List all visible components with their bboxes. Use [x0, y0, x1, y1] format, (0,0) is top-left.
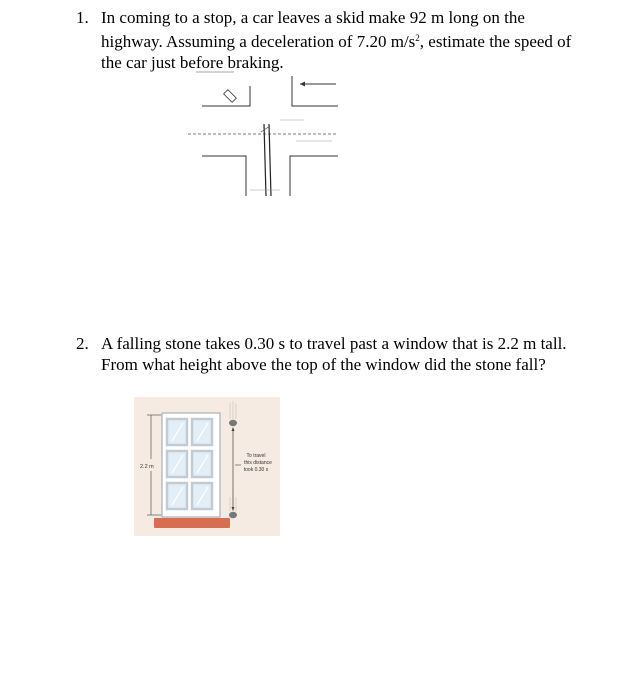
window-figure: [134, 397, 280, 536]
window-sill: [154, 518, 230, 528]
problem-1-superscript: 2: [415, 33, 420, 43]
problem-1-text-b: , estimate the speed of the car just before braking.: [101, 32, 572, 72]
road-edge-lower-left: [202, 156, 246, 196]
window-height-label: 2.2 m: [140, 464, 154, 470]
stone-top-icon: [229, 420, 237, 426]
problem-2-number: 2.: [76, 334, 89, 353]
problem-1-number: 1.: [76, 8, 89, 27]
caption-line-3: took 0.30 s: [243, 467, 269, 473]
caption-line-2: this distance: [244, 460, 272, 466]
skid-mark-right: [269, 124, 271, 196]
problem-2-text: A falling stone takes 0.30 s to travel past a window that is 2.2 m tall. From what height above the top of the window did the stone fall?: [101, 334, 567, 374]
skid-mark-left: [264, 124, 266, 196]
car-icon: [224, 90, 237, 103]
window-figure-svg: [134, 397, 280, 536]
road-edge-lower-right: [290, 156, 338, 196]
stone-bottom-icon: [229, 512, 237, 518]
problem-1-text-a: In coming to a stop, a car leaves a skid make 92 m long on the highway. Assuming a deceleration of 7.20 m/s: [101, 8, 525, 51]
problem-2: [76, 333, 576, 375]
skid-mark-diagram: [188, 62, 348, 202]
road-edge-upper-right: [292, 76, 338, 106]
caption-line-1: To travel: [246, 453, 266, 459]
